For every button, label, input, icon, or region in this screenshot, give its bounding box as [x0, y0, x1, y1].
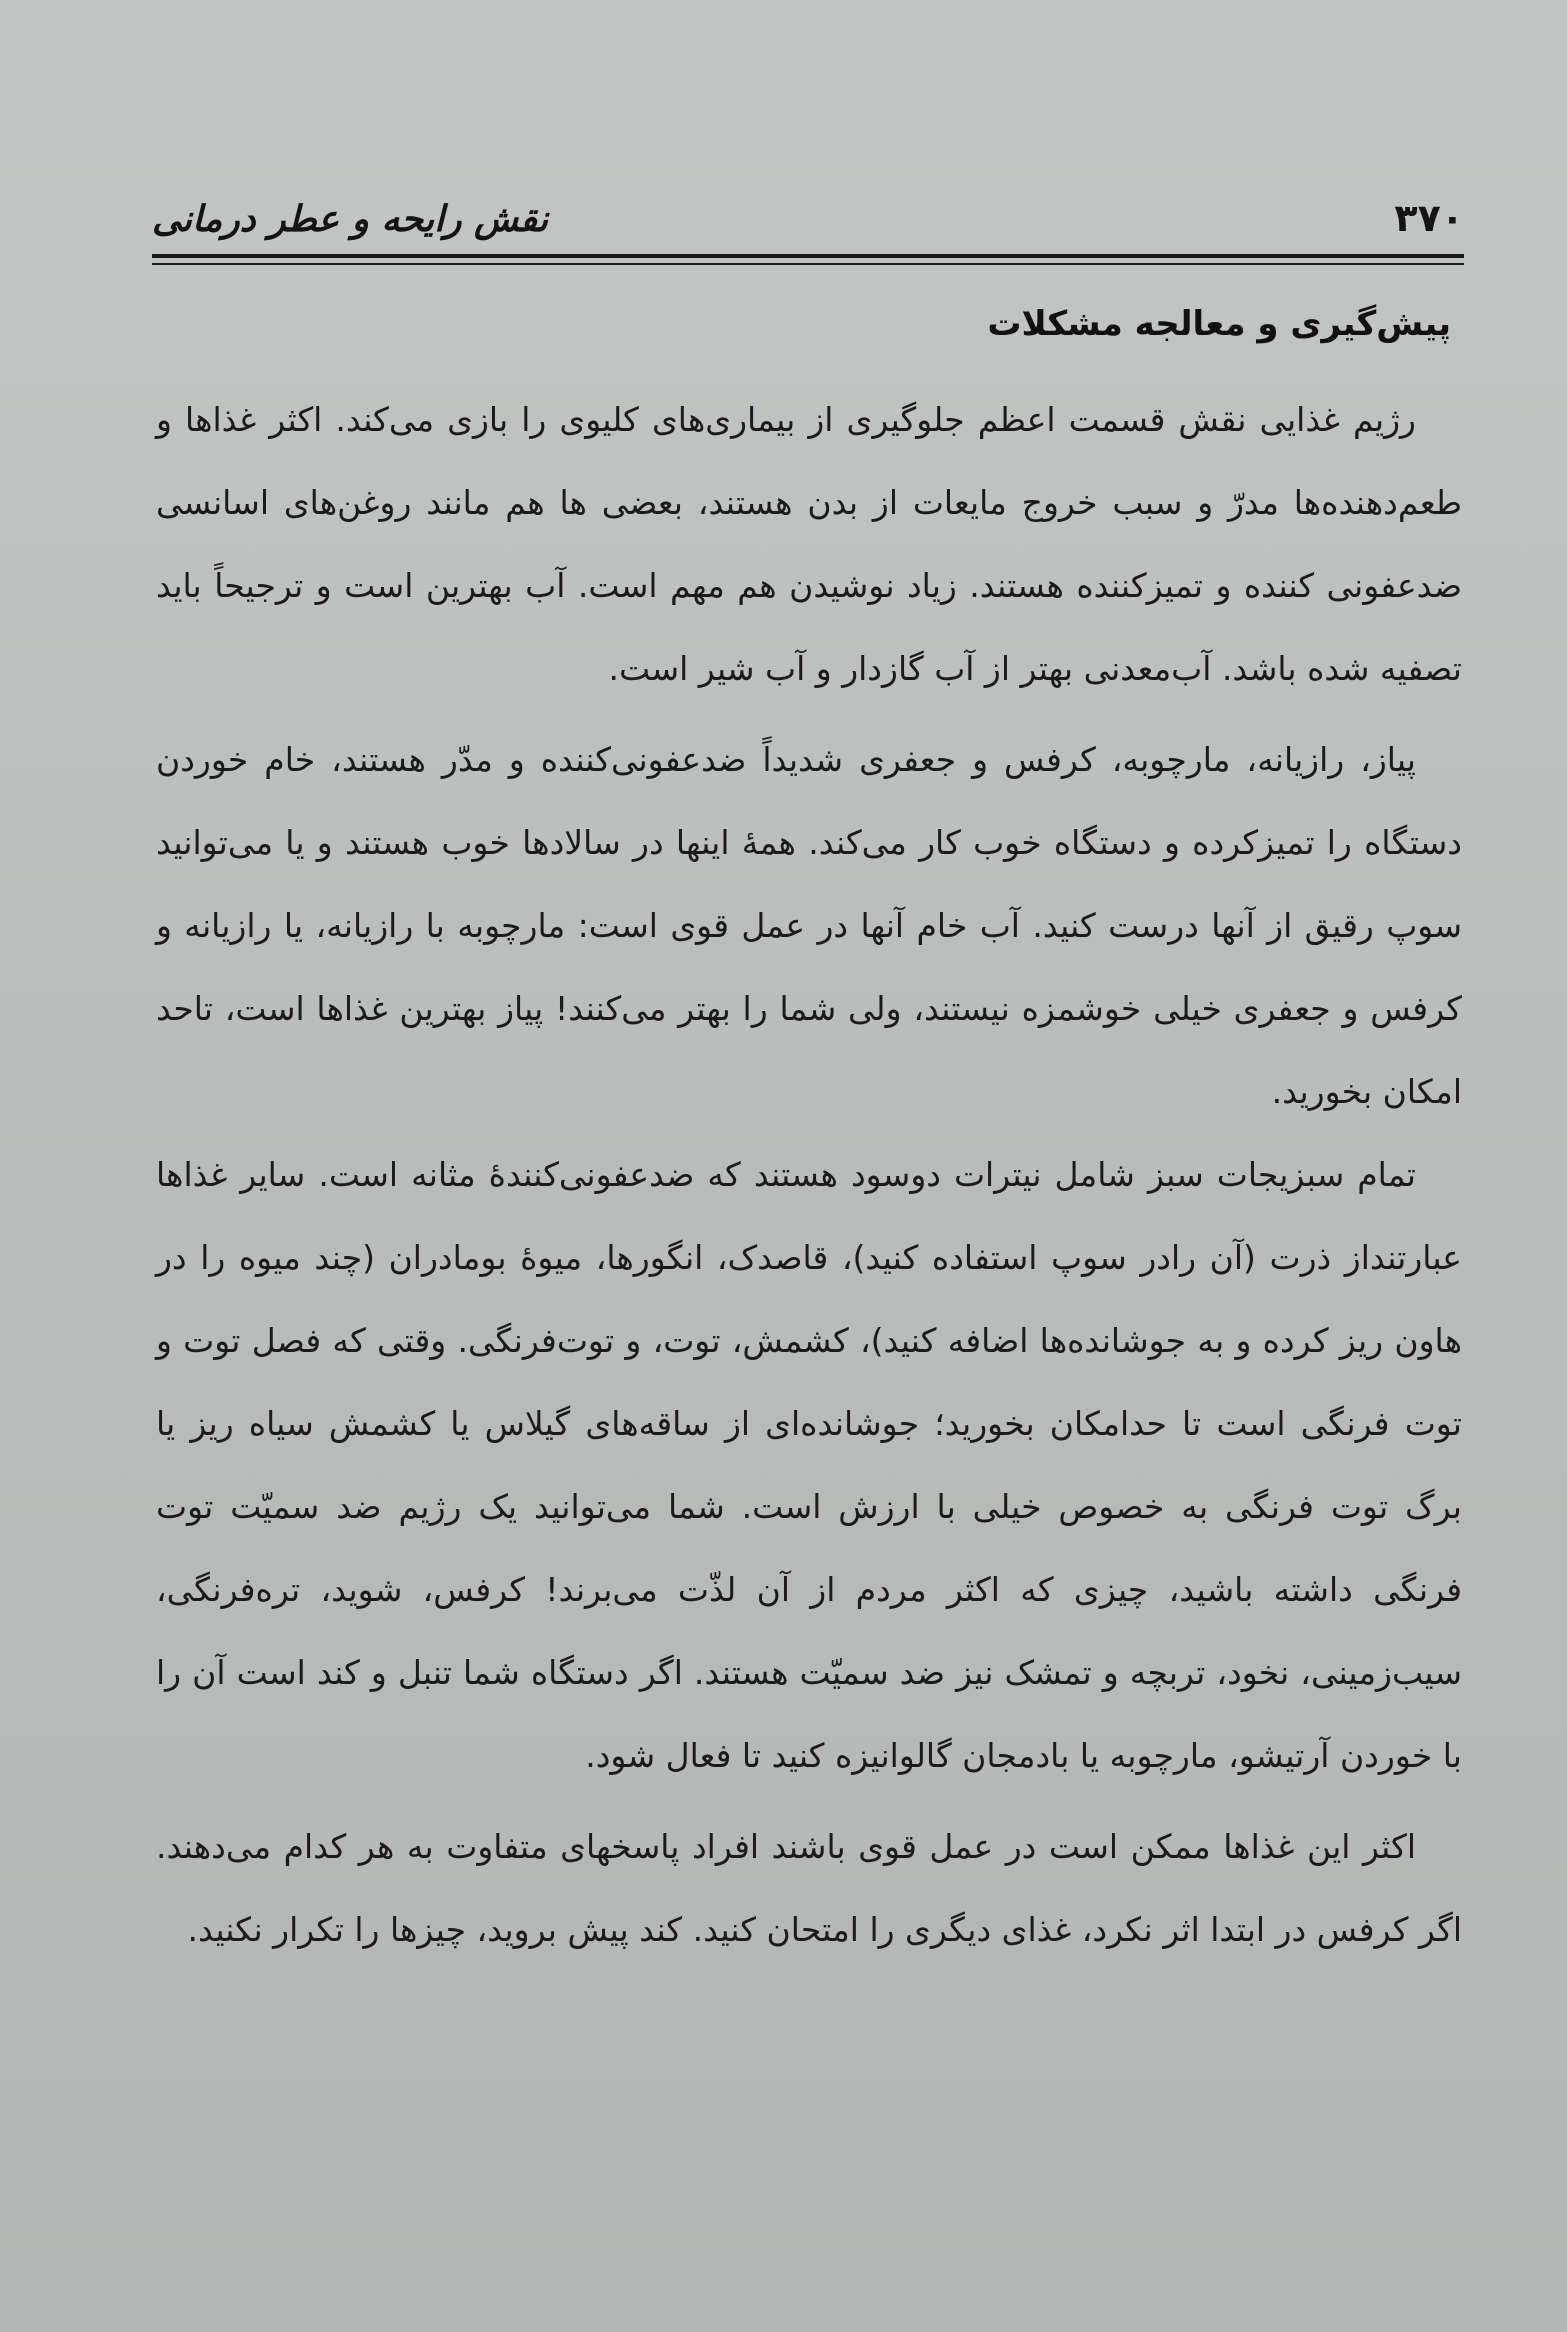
paragraph-3: تمام سبزیجات سبز شامل نیترات دوسود هستند که ضدعفونی‌کنندهٔ مثانه است. سایر غذاها عبارتنداز ذرت (آن رادر سوپ استفاده کنید)، قاصدک، انگورها، میوهٔ بومادران (چند میوه را در هاون ریز کرده و به جوشانده‌ها اضافه کنید)، کشمش، توت، و توت‌فرنگی. وقتی که فصل توت و توت فرنگی است تا حدامکان بخورید؛ جوشانده‌ای از ساقه‌های گیلاس یا کشمش سیاه ریز یا برگ توت فرنگی به خصوص خیلی با ارزش است. شما می‌توانید یک رژیم ضد سمیّت توت فرنگی داشته باشید، چیزی که اکثر مردم از آن لذّت می‌برند! کرفس، شوید، تره‌فرنگی، سیب‌زمینی، نخود، تربچه و تمشک نیز ضد سمیّت هستند. اگر دستگاه شما تنبل و کند است آن را با خوردن آرتیشو، مارچوبه یا بادمجان گالوانیزه کنید تا فعال شود. [156, 1155, 1462, 1775]
body-text [156, 378, 1462, 1971]
paragraph-2: پیاز، رازیانه، مارچوبه، کرفس و جعفری شدیداً ضدعفونی‌کننده و مدّر هستند، خام خوردن دستگاه را تمیزکرده و دستگاه خوب کار می‌کند. همهٔ اینها در سالادها خوب هستند و یا می‌توانید سوپ رقیق از آنها درست کنید. آب خام آنها در عمل قوی است: مارچوبه با رازیانه، یا رازیانه و کرفس و جعفری خیلی خوشمزه نیستند، ولی شما را بهتر می‌کنند! پیاز بهترین غذاها است، تاحد امکان بخورید. [156, 740, 1462, 1111]
paragraph-4: اکثر این غذاها ممکن است در عمل قوی باشند افراد پاسخهای متفاوت به هر کدام می‌دهند. اگر کرفس در ابتدا اثر نکرد، غذای دیگری را امتحان کنید. کند پیش بروید، چیزها را تکرار نکنید. [156, 1827, 1462, 1949]
section-heading: پیش‌گیری و معالجه مشکلات [987, 304, 1451, 344]
page-number: ۳۷۰ [1394, 196, 1464, 240]
paragraph-1: رژیم غذایی نقش قسمت اعظم جلوگیری از بیماری‌های کلیوی را بازی می‌کند. اکثر غذاها و طعم‌دهنده‌ها مدرّ و سبب خروج مایعات از بدن هستند، بعضی ها هم مانند روغن‌های اسانسی ضدعفونی کننده و تمیزکننده هستند. زیاد نوشیدن هم مهم است. آب بهترین است و ترجیحاً باید تصفیه شده باشد. آب‌معدنی بهتر از آب گازدار و آب شیر است. [156, 400, 1462, 688]
header-rule-thin [152, 263, 1464, 265]
header-rule-thick [152, 254, 1464, 258]
running-title: نقش رایحه و عطر درمانی [152, 198, 549, 240]
